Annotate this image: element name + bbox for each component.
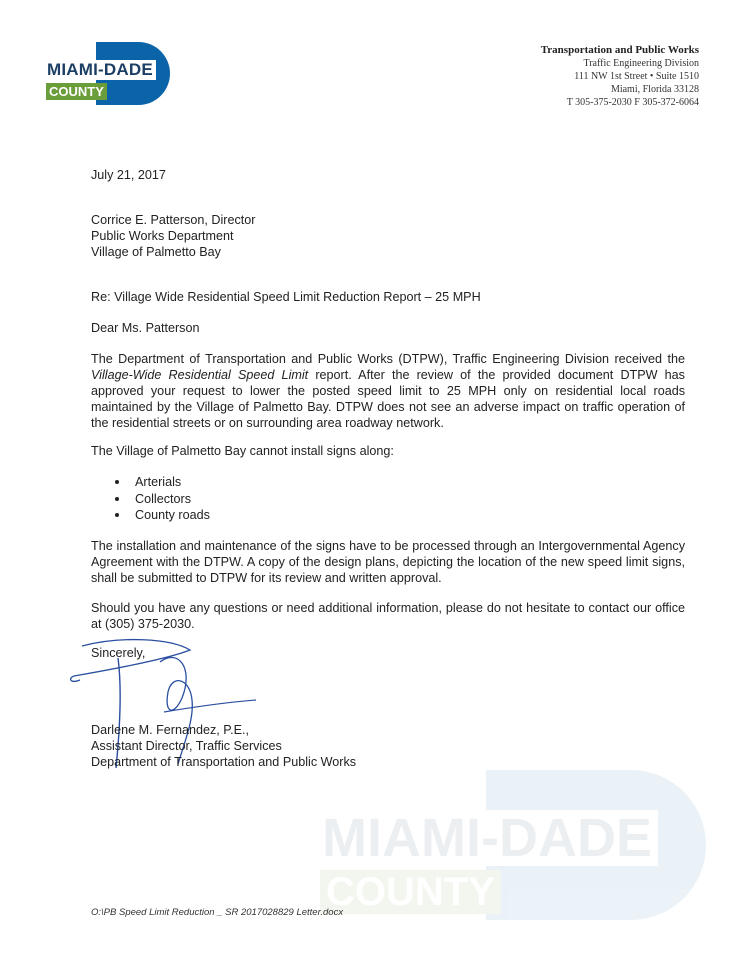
paragraph-1 <box>91 351 685 431</box>
subject-line: Re: Village Wide Residential Speed Limit Reduction Report – 25 MPH <box>91 290 481 304</box>
recipient-line3: Village of Palmetto Bay <box>91 245 221 259</box>
watermark-bottom-text: COUNTY <box>320 870 501 914</box>
signer-name: Darlene M. Fernandez, P.E., <box>91 723 249 737</box>
paragraph-2: The Village of Palmetto Bay cannot install signs along: <box>91 444 394 458</box>
closing: Sincerely, <box>91 646 146 660</box>
paragraph-1-after: report. After the review of the provided document DTPW has approved your request to lower the posted speed limit to 25 MPH only on residential local roads maintained by the Village of Palmetto Bay. DTPW does not see an adverse impact on traffic operation of the residential streets or on surrounding area roadway network. <box>91 368 685 430</box>
letterhead-address <box>541 44 699 109</box>
paragraph-1-before: The Department of Transportation and Public Works (DTPW), Traffic Engineering Division received the <box>91 352 685 366</box>
recipient-line2: Public Works Department <box>91 229 234 243</box>
watermark-logo <box>316 770 716 930</box>
list-item: Arterials <box>115 474 210 491</box>
signer-department: Department of Transportation and Public Works <box>91 755 357 769</box>
paragraph-4: Should you have any questions or need additional information, please do not hesitate to contact our office at (305) 375-2030. <box>91 601 685 631</box>
logo-bottom-text: COUNTY <box>46 83 107 100</box>
recipient-line1: Corrice E. Patterson, Director <box>91 213 256 227</box>
signer-block <box>91 722 685 770</box>
road-type-list <box>115 474 210 524</box>
letterhead-phone: T 305-375-2030 F 305-372-6064 <box>566 97 699 108</box>
list-item: County roads <box>115 507 210 524</box>
letter-date: July 21, 2017 <box>91 168 166 182</box>
recipient-block <box>91 212 685 260</box>
list-item: Collectors <box>115 491 210 508</box>
letterhead-street: 111 NW 1st Street • Suite 1510 <box>574 71 699 82</box>
miami-dade-logo <box>44 42 179 105</box>
letterhead-org: Transportation and Public Works <box>540 44 699 56</box>
letterhead-city: Miami, Florida 33128 <box>610 84 699 95</box>
signer-title: Assistant Director, Traffic Services <box>91 739 282 753</box>
letterhead-division: Traffic Engineering Division <box>583 58 699 69</box>
salutation: Dear Ms. Patterson <box>91 321 200 335</box>
watermark-top-text: MIAMI-DADE <box>316 810 658 866</box>
logo-top-text: MIAMI-DADE <box>44 60 156 80</box>
paragraph-3: The installation and maintenance of the signs have to be processed through an Intergovernmental Agency Agreement with the DTPW. A copy of the design plans, depicting the location of the new speed limit signs, shall be submitted to DTPW for its review and written approval. <box>91 539 685 585</box>
file-path-footer: O:\PB Speed Limit Reduction _ SR 2017028829 Letter.docx <box>91 907 344 918</box>
report-title: Village-Wide Residential Speed Limit <box>91 368 309 382</box>
